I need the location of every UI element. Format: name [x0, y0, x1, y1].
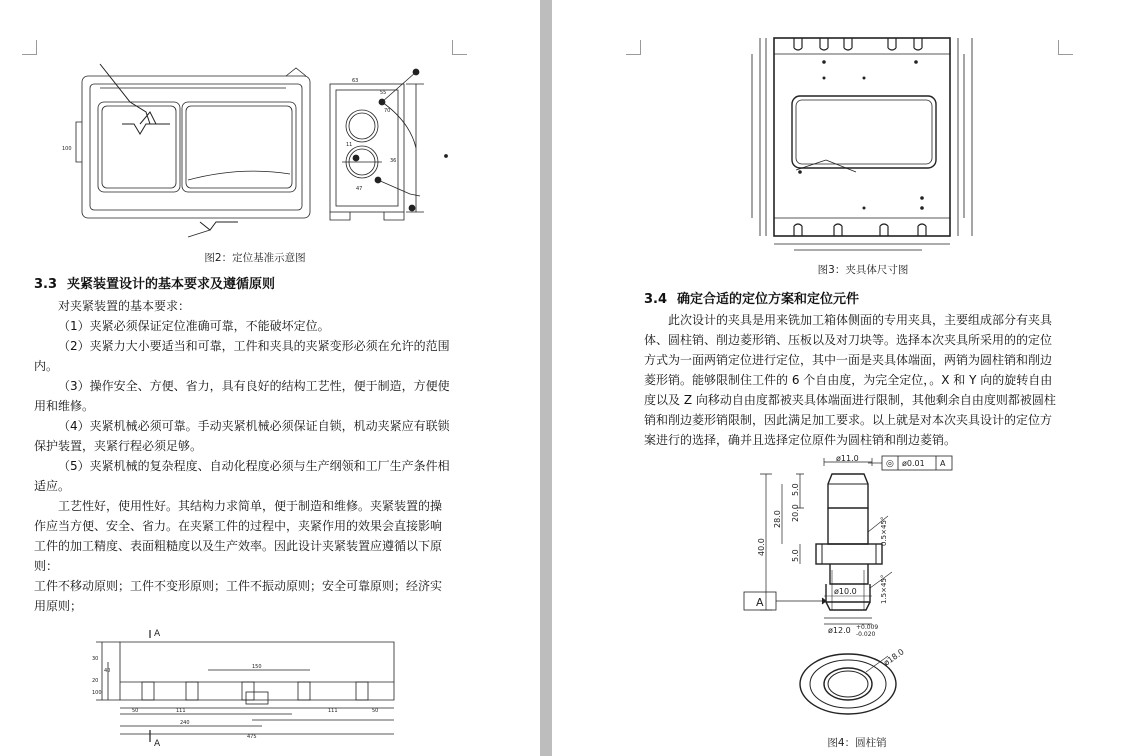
section-3-3-number: 3.3: [34, 277, 58, 292]
bottom-dim-5: 50: [372, 708, 379, 714]
left-page: [0, 0, 540, 756]
fig2-dim-2: 55: [380, 90, 387, 96]
housing-outline: [82, 76, 310, 218]
paragraph-positioning-scheme: 此次设计的夹具是用来铣加工箱体侧面的专用夹具，主要组成部分有夹具体、圆柱销、削边菱形销、压板以及对刀块等。选择本次夹具所采用的的定位方式为一面两销定位进行定位，其中一面是夹具体端面，两销为圆柱销和削边菱形销。能够限制住工件的 6 个自由度，为完全定位，。X 和 Y 向的旋转自由度以及 Z 向移动自由度都被夹具体端面进行限制，其他剩余自由度则都被圆柱销和削边菱形销限制，因此满足加工要求。以上就是对本次夹具设计的定位方案进行的选择，确并且选择定位原件为圆柱销和削边菱销。: [644, 313, 1056, 447]
bottom-dim-7: 475: [247, 734, 257, 740]
paragraph-requirements-intro: 对夹紧装置的基本要求：: [58, 299, 191, 313]
section-3-4-title: 确定合适的定位方案和定位元件: [677, 292, 860, 307]
bottom-dim-3: 111: [176, 708, 186, 714]
section-3-4-body: [644, 310, 1060, 450]
fig2-dim-6: 47: [356, 186, 363, 192]
section-3-3-title: 夹紧装置设计的基本要求及遵循原则: [67, 277, 276, 292]
right-page: [552, 0, 1129, 756]
crop-mark-top-right: [452, 40, 467, 55]
section-3-4-number: 3.4: [644, 292, 668, 307]
section-mark-a-top: A: [154, 629, 161, 639]
tol-lower: -0.020: [856, 631, 876, 638]
paragraph-requirement-2: （2）夹紧力大小要适当和可靠，工件和夹具的夹紧变形必须在允许的范围内。: [34, 339, 450, 373]
dim-5-top: 5.0: [791, 483, 800, 496]
bottom-section-drawing: [92, 622, 422, 756]
section-3-4-heading: [644, 288, 859, 307]
paragraph-requirement-1: （1）夹紧必须保证定位准确可靠，不能破坏定位。: [58, 319, 330, 333]
bottom-dim-6: 240: [180, 720, 190, 726]
bottom-dim-4: 111: [328, 708, 338, 714]
bottom-dim-2: 50: [132, 708, 139, 714]
bottom-dim-10: 40: [104, 668, 111, 674]
tol-upper: +0.009: [856, 624, 879, 631]
dim-11: ø11.0: [836, 454, 859, 463]
figure-3-drawing: [746, 32, 982, 254]
figure-3-caption: 图3：夹具体尺寸图: [817, 264, 909, 276]
paragraph-principles: 工艺性好，使用性好。其结构力求简单，便于制造和维修。夹紧装置的操作应当方便、安全、省力。在夹紧工件的过程中，夹紧作用的效果会直接影响工件的加工精度、表面粗糙度以及生产效率。因此设计夹紧装置应遵循以下原则：: [34, 499, 443, 573]
bottom-dim-1: 150: [252, 664, 262, 670]
dim-28: 28.0: [773, 510, 782, 528]
tolerance-value: ø0.01: [902, 459, 925, 468]
fig2-dim-1: 63: [352, 78, 359, 84]
section-3-3-body: [34, 296, 450, 616]
figure-4-drawing: [736, 452, 976, 732]
tolerance-datum: A: [940, 459, 946, 468]
dim-5-collar: 5.0: [791, 549, 800, 562]
chamfer-1-5: 1.5×45°: [880, 574, 888, 604]
paragraph-requirement-5: （5）夹紧机械的复杂程度、自动化程度必须与生产纲领和工厂生产条件相适应。: [34, 459, 450, 493]
dim-18: ø18.0: [881, 647, 906, 668]
fig2-dim-4: 11: [346, 142, 353, 148]
fig2-dim-7: 100: [62, 146, 72, 152]
figure-2-caption: 图2：定位基准示意图: [204, 252, 306, 264]
bottom-dim-9: 20: [92, 678, 99, 684]
fig2-dim-5: 36: [390, 158, 397, 164]
figure-4-caption: 图4：圆柱销: [827, 737, 887, 749]
chamfer-0-5: 0.5×45°: [880, 516, 888, 546]
paragraph-principles-list: 工件不移动原则；工件不变形原则；工件不振动原则；安全可靠原则；经济实用原则；: [34, 579, 443, 613]
crop-mark-top-left: [626, 40, 641, 55]
tolerance-symbol: ◎: [886, 459, 894, 469]
page-gutter: [540, 0, 552, 756]
datum-box-label: A: [756, 596, 764, 609]
crop-mark-top-left: [22, 40, 37, 55]
section-3-3-heading: [34, 273, 275, 292]
bottom-dim-8: 30: [92, 656, 99, 662]
crop-mark-top-right: [1058, 40, 1073, 55]
dim-12: ø12.0: [828, 626, 851, 635]
dim-20: 20.0: [791, 504, 800, 522]
section-mark-a-bottom: A: [154, 739, 161, 749]
dim-10: ø10.0: [834, 587, 857, 596]
paragraph-requirement-3: （3）操作安全、方便、省力，具有良好的结构工艺性，便于制造，方便使用和维修。: [34, 379, 450, 413]
paragraph-requirement-4: （4）夹紧机械必须可靠。手动夹紧机械必须保证自锁，机动夹紧应有联锁保护装置，夹紧行程必须足够。: [34, 419, 450, 453]
fig2-dim-3: 70: [384, 108, 391, 114]
bottom-dim-11: 100: [92, 690, 102, 696]
figure-2-drawing: [60, 62, 470, 242]
dim-40: 40.0: [757, 538, 766, 556]
